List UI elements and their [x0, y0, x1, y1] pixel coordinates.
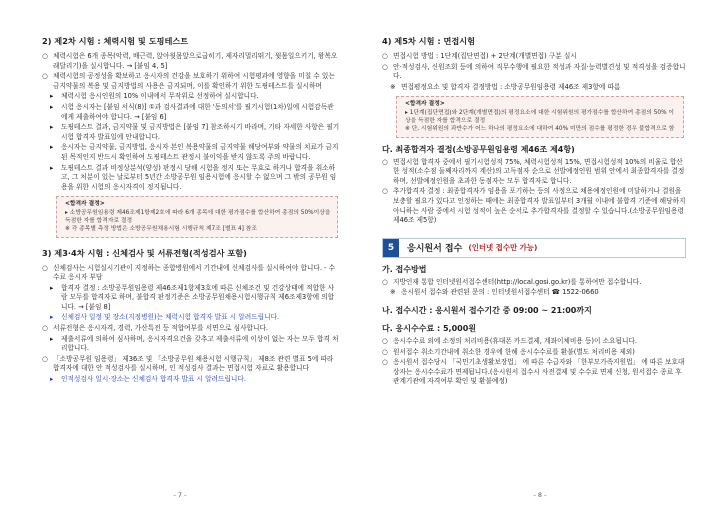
- list-item: ○ 추가합격자 결정 : 최종합격자가 임용을 포기하는 등의 사정으로 채용예정인원에 미달하거나 결원을 보충할 필요가 있다고 인정하는 때에는 최종합격자 발표일부터 3개월 이내에 불합격 기준에 해당하지 아니하는 사람 중에서 시험 성적이 높은 순서로 추가합격자를 결정할 수 있습니다.(소방공무원임용령 제46조 제5항): [382, 187, 686, 225]
- fee-title: 다. 응시수수료 : 5,000원: [382, 323, 476, 333]
- list-item: ▸ 인적성검사 일시·장소는 신체검사 합격자 발표 시 알려드립니다.: [50, 375, 340, 385]
- box-line: ▸ 소방공무원임용령 제46조제1항제2호에 따라 6개 종목에 대한 평가점수를 합산하여 총점의 50%이상을 득점한 자를 합격자로 결정: [65, 209, 331, 224]
- list-item: ○ 응시수수료 외에 소정의 처리비용(휴대폰 카드결제, 계좌이체비용 등)이 소요됩니다.: [382, 337, 686, 347]
- final-pass-title: 다. 최종합격자 결정(소방공무원임용령 제46조 제4항): [382, 144, 575, 154]
- list-item: ▸ 도핑테스트 결과, 금지약물 및 금지방법은 [붙임 7] 참조하시기 바라며, 기타 자세한 사항은 필기시험 합격자 발표일에 안내합니다.: [50, 123, 340, 142]
- section-3-title: 3) 제3·4차 시험 : 신체검사 및 서류전형(적성검사 포함): [42, 247, 247, 258]
- list-item: ▸ 응시자는 금지약물, 금지방법, 응시자 본인 복용약물의 금지약물 해당여부와 약물의 치료가 금지된 목적인지 반드시 확인하여 도핑테스트 관정시 불이익을 받지 않도록 주의 바랍니다.: [50, 143, 340, 162]
- box-line: ※ 단, 시험위원의 과반수가 어느 하나의 평정요소에 대하여 40% 미만의 점수를 평정한 경우 불합격으로 함: [405, 126, 675, 133]
- page-number: - 8 -: [533, 491, 547, 499]
- section-5-number: 5: [383, 239, 399, 257]
- section-2-items: [42, 52, 340, 192]
- method-title: 가. 접수방법: [382, 264, 427, 274]
- list-item: ※ 면접평정요소 및 합격자 결정방법 : 소방공무원임용령 제46조 제3항에 따름: [390, 83, 686, 93]
- list-item: ○ 서류전형은 응시자격, 경력, 가산특전 등 적합여부를 서면으로 심사합니다.: [42, 324, 340, 334]
- list-item: ▸ 합격자 결정 : 소방공무원임용령 제46조제1항제3호에 따른 신체조건 및 건강상태에 적합한 사람 모두를 합격자로 하며, 불합격 판정기준은 소방공무원채용시험시행규칙 제6조제3항에 의합니다. → [붙임 8]: [50, 284, 340, 313]
- list-item: ▸ 체력시험 응시인원의 10% 이내에서 무작위로 선정하여 실시합니다.: [50, 92, 340, 102]
- list-item: ○ 면접시험 방법 : 1단계(집단면접) + 2단계(개별면접) 구분 실시: [382, 52, 686, 62]
- page-number: - 7 -: [173, 491, 187, 499]
- list-item: ※ 응시원서 접수와 관련된 문의 : 인터넷원서접수센터 ☎ 1522-0660: [390, 288, 686, 298]
- list-item: ○ 체력시험의 공정성을 확보하고 응시자의 건강을 보호하기 위하여 시험평과에 영향을 미칠 수 있는 금지약물의 복용 및 금지방법의 사용은 금지되며, 이를 확인하기 위한 도핑테스트를 실시하며: [42, 72, 340, 91]
- box-title: <합격자 결정>: [405, 101, 445, 108]
- section-5-header: [382, 238, 686, 258]
- list-item: ○ 「소방공무원 임용령」 제36조 및 「소방공무원 채용시험 시행규칙」 제8조 관련 별표 5에 따라 합격자에 대한 안 적성검사를 실시하며, 인 적성검사 결과는 면접시험 자료로 활용합니다: [42, 355, 340, 374]
- right-page: [360, 0, 720, 509]
- pass-criteria-box: [56, 196, 338, 237]
- section-4-title: 4) 제5차 시험 : 면접시험: [382, 36, 476, 46]
- list-item: ○ 체력시험은 6개 종목(악력, 배근력, 앉아윗몸앞으로굽히기, 제자리멀리뛰기, 윗몸일으키기, 왕복오래달리기)을 실시합니다. → [붙임 4, 5]: [42, 52, 340, 71]
- section-3-items: [42, 264, 340, 385]
- period-title: 나. 접수시간 : 응시원서 접수기간 중 09:00 ~ 21:00까지: [382, 305, 592, 315]
- box-line: ▸ 1단계(집단면접)와 2단계(개별면접)의 평정요소에 대한 시험위원의 평가점수를 합산하여 총점의 50% 이상을 득점한 자를 합격으로 결정: [405, 109, 675, 124]
- box-line: ※ 각 종목별 측정 방법은 소방공무원채용시험 시행규칙 제7조 [별표 4] 참조: [65, 226, 257, 233]
- list-item: ○ 지방인재 통합 인터넷원서접수센터(http://local.gosi.go.kr)를 통하여만 접수합니다.: [382, 278, 686, 288]
- section-2-title: 2) 제2차 시험 : 체력시험 및 도핑테스트: [42, 36, 189, 46]
- list-item: ○ 신체검사는 시험실시기관이 지정하는 종합병원에서 기간내에 신체검사를 실시하여야 합니다. - 수수료 응시자 부담: [42, 264, 340, 283]
- section-5-title: 응시원서 접수: [407, 244, 463, 255]
- section-5-subtitle: (인터넷 접수만 가능): [468, 243, 538, 253]
- list-item: ○ 원서접수 취소기간내에 취소한 경우에 한해 응시수수료를 환불(별도 처리비용 제외): [382, 348, 686, 358]
- list-item: ▸ 도핑테스트 결과 비정상분석(양성) 판정시 당해 시험을 정지 또는 무효로 하거나 합격을 취소하고, 그 처분이 있는 날로부터 5년간 소방공무원 임용시험에 응시할 수 없으며 그 밖의 공무원 임용을 위한 시험의 응시자격이 정지됩니다.: [50, 164, 340, 193]
- box-title: <합격자 결정>: [65, 201, 105, 208]
- list-item: ○ 면접시험 합격자 중에서 필기시험성적 75%, 체력시험성적 15%, 면접시험성적 10%의 비율로 합산한 성적(소수점 둘째자리까지 계산)의 고득점자 순으로 선발예정인원 범위 안에서 최종합격자를 결정하며, 선발예정인원을 초과한 동점자는 모두 합격자로 합니다.: [382, 158, 686, 187]
- list-item: ▸ 제출서류에 의하여 심사하며, 응시자격요건을 갖추고 제출서류에 이상이 없는 자는 모두 합격 처리합니다.: [50, 335, 340, 354]
- interview-criteria-box: [396, 96, 684, 137]
- list-item: ▸ 시험 응시자는 [붙임 서식(8)] ①과 검사결과에 대한 '동의서'를 필기시험(1차)일에 시험감독관에게 제출하여야 합니다. → [붙임 6]: [50, 103, 340, 122]
- list-item: ○ 안·적성검사, 신원조회 등에 의하여 직무수행에 필요한 적성과 자질·능력별견성 및 적격성을 검증합니다.: [382, 63, 686, 82]
- list-item: ▸ 신체검사 일정 및 장소(지정병원)는 체력시험 합격자 발표 시 알려드립니다.: [50, 313, 340, 323]
- list-item: ○ 응시원서 접수당시 「국민기초생활보장법」 에 따른 수급자와 「한부모가족지원법」 에 따른 보호대상자는 응시수수료가 면제됩니다.(응시원서 접수시 사전결제 및 수수료 면제 신청, 원서접수 종료 후 관계기관에 자격여부 확인 및 환불예정): [382, 358, 686, 387]
